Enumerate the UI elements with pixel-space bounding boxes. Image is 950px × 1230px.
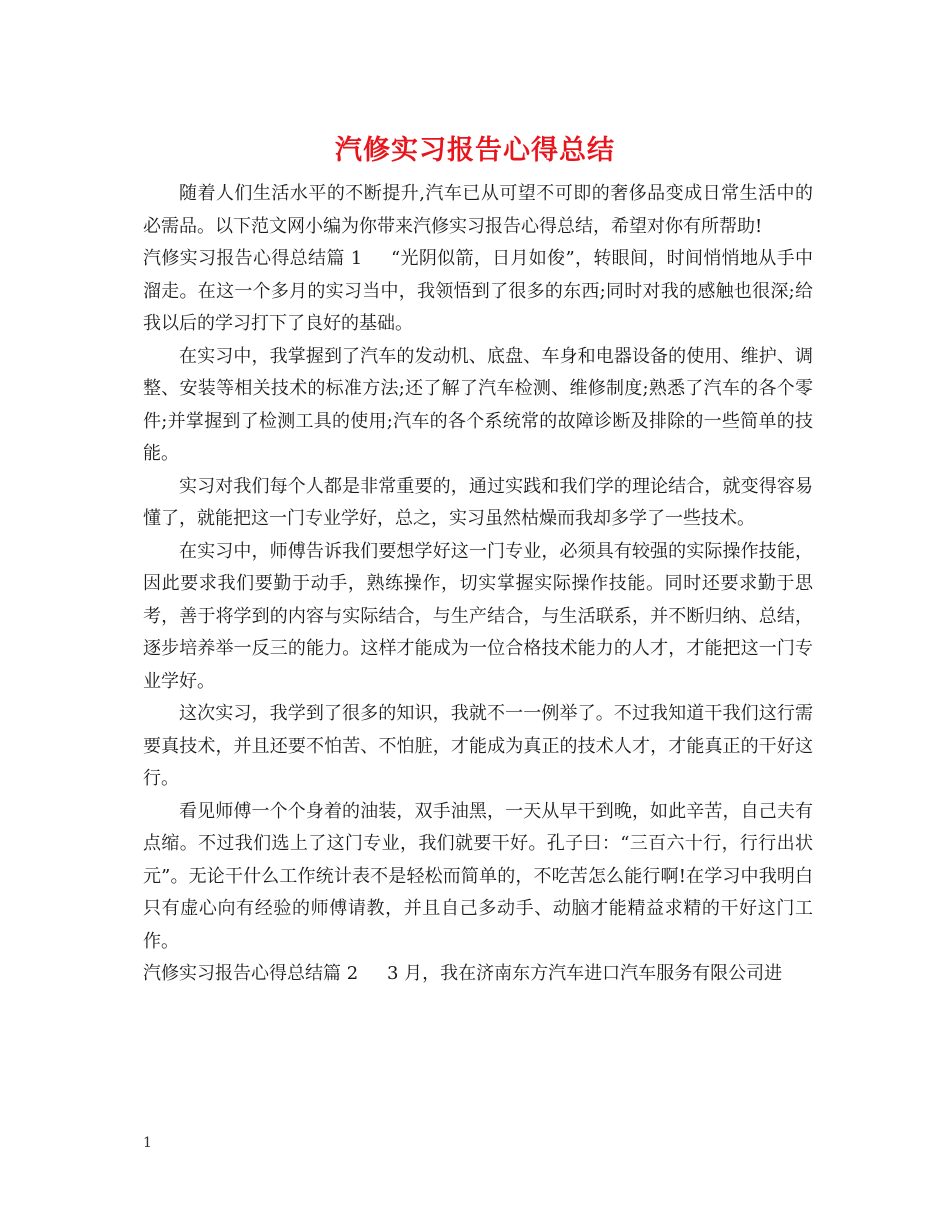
section-2-paragraph — [143, 958, 813, 991]
document-body — [143, 178, 813, 991]
page-number: 1 — [143, 1135, 152, 1151]
body-paragraph: 在实习中，师傅告诉我们要想学好这一门专业，必须具有较强的实际操作技能，因此要求我们要勤于动手，熟练操作，切实掌握实际操作技能。同时还要求勤于思考，善于将学到的内容与实际结合，与生产结合，与生活联系，并不断归纳、总结，逐步培养举一反三的能力。这样才能成为一位合格技术能力的人才，才能把这一门专业学好。 — [143, 540, 813, 692]
body-paragraph: 看见师傅一个个身着的油装，双手油黑，一天从早干到晚，如此辛苦，自己夫有点缩。不过我们选上了这门专业，我们就要干好。孔子曰：“三百六十行，行行出状元”。无论干什么工作统计表不是轻松而简单的，不吃苦怎么能行啊!在学习中我明白只有虚心向有经验的师傅请教，并且自己多动手、动脑才能精益求精的干好这门工作。 — [143, 800, 813, 952]
section-2-heading: 汽修实习报告心得总结篇 2 — [143, 963, 359, 984]
section-2-text: 3 月，我在济南东方汽车进口汽车服务有限公司进 — [386, 963, 783, 984]
document-title: 汽修实习报告心得总结 — [335, 135, 615, 166]
body-paragraph: 在实习中，我掌握到了汽车的发动机、底盘、车身和电器设备的使用、维护、调整、安装等相关技术的标准方法;还了解了汽车检测、维修制度;熟悉了汽车的各个零件;并掌握到了检测工具的使用;汽车的各个系统常的故障诊断及排除的一些简单的技能。 — [143, 345, 813, 464]
body-paragraph: 这次实习，我学到了很多的知识，我就不一一例举了。不过我知道干我们这行需要真技术，并且还要不怕苦、不怕脏，才能成为真正的技术人才，才能真正的干好这行。 — [143, 703, 813, 789]
section-1-heading: 汽修实习报告心得总结篇 1 — [143, 248, 363, 269]
body-paragraph: 实习对我们每个人都是非常重要的，通过实践和我们学的理论结合，就变得容易懂了，就能把这一门专业学好，总之，实习虽然枯燥而我却多学了一些技术。 — [143, 475, 813, 529]
intro-paragraph: 随着人们生活水平的不断提升,汽车已从可望不可即的奢侈品变成日常生活中的必需品。以下范文网小编为你带来汽修实习报告心得总结，希望对你有所帮助! — [143, 183, 813, 237]
section-1-text: “光阴似箭，日月如俊”，转眼间，时间悄悄地从手中溜走。在这一个多月的实习当中，我领悟到了很多的东西;同时对我的感触也很深;给我以后的学习打下了良好的基础。 — [143, 248, 814, 334]
section-1-paragraph — [143, 243, 813, 341]
